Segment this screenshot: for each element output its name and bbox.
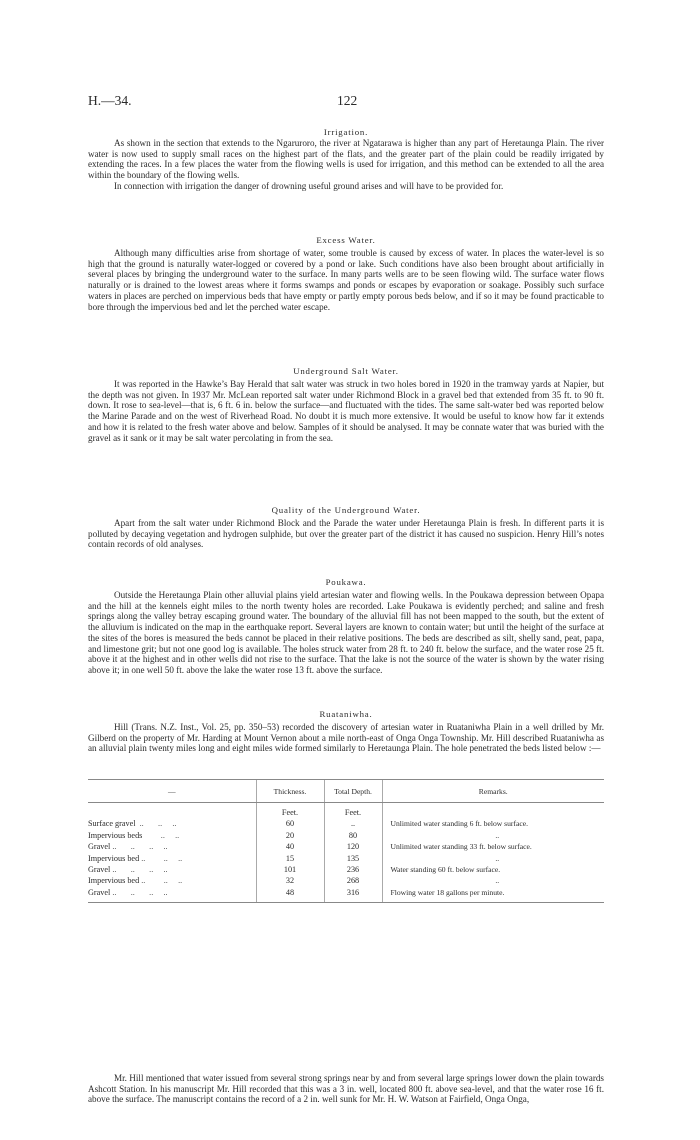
bed-name: Gravel — [88, 887, 111, 897]
unit-depth: Feet. — [324, 803, 382, 819]
leader-dots: .. .. .. .. — [110, 842, 168, 852]
header-bed: — — [88, 780, 256, 803]
remarks-cell: Flowing water 18 gallons per minute. — [382, 887, 604, 903]
paragraph: Hill (Trans. N.Z. Inst., Vol. 25, pp. 350–53) recorded the discovery of artesian water in Ruataniwha Plain in a well drilled by Mr. Gilberd on the property of Mr. Harding at Mount Vernon about a mile north-east of Onga Onga Township. Mr. Hill described Ruataniwha as an alluvial plain twenty miles long and eight miles wide formed similarly to Heretaunga Plain. The hole penetrated the beds listed below :— — [88, 722, 604, 754]
section-heading: Irrigation. — [323, 127, 369, 137]
section-heading: Excess Water. — [316, 235, 376, 245]
remarks-cell: .. — [382, 875, 604, 886]
section-poukawa — [88, 577, 604, 676]
section-ruataniwha — [88, 709, 604, 754]
remarks-cell: .. — [382, 853, 604, 864]
bed-name: Surface gravel — [88, 819, 136, 829]
leader-dots: .. .. .. — [135, 819, 177, 829]
paragraph: In connection with irrigation the danger of drowning useful ground arises and will have to be provided for. — [114, 180, 504, 191]
bed-name: Gravel — [88, 842, 111, 852]
header-total-depth: Total Depth. — [324, 780, 382, 803]
remarks-cell: Unlimited water standing 33 ft. below surface. — [382, 841, 604, 852]
depth-cell: 135 — [324, 853, 382, 864]
paragraph: Although many difficulties arise from shortage of water, some trouble is caused by excess of water. In places the water-level is so high that the ground is naturally water-logged or covered by a pond or lake. Such conditions have also been brought about artificially in several places by bringing the underground water to the surface. In many parts wells are to be seen flowing wild. The surface water flows naturally or is drained to the lowest areas where it forms swamps and ponds or escapes by evaporation or soakage. Possibly such surface waters in places are perched on impervious beds that have empty or partly empty porous beds below, and if so it may be found practicable to bore through the impervious bed and let the perched water escape. — [88, 248, 604, 312]
paragraph: Outside the Heretaunga Plain other alluvial plains yield artesian water and flowing wells. In the Poukawa depression between Opapa and the hill at the kennels eight miles to the north twenty holes are recorded. Lake Poukawa is evidently perched; and saline and fresh springs along the valley betray escaping ground water. The boundary of the alluvial fill has not been mapped to the south, but the extent of the alluvium is indicated on the map in the earthquake report. Several layers are known to contain water; but until the height of the surface at the sites of the bores is measured the beds cannot be placed in their relative positions. The beds are described as silt, shelly sand, peat, papa, and limestone grit; but not one good log is available. The holes struck water from 28 ft. to 240 ft. below the surface, and the water rose 25 ft. above it at the highest and in other wells did not rise to the surface. That the lake is not the source of the water is shown by the water rising above it; in one well 50 ft. above the lake the water rose 13 ft. above the surface. — [88, 590, 604, 675]
section-heading: Poukawa. — [325, 577, 367, 587]
thickness-cell: 48 — [256, 887, 324, 903]
paragraph: Apart from the salt water under Richmond Block and the Parade the water under Heretaunga Plain is fresh. In different parts it is polluted by decaying vegetation and hydrogen sulphide, but over the greater part of the district it has caused no suspicion. Henry Hill’s notes contain records of old analyses. — [88, 518, 604, 550]
leader-dots: .. .. — [142, 830, 180, 840]
section-heading: Underground Salt Water. — [293, 366, 399, 376]
paragraph: It was reported in the Hawke’s Bay Herald that salt water was struck in two holes bored in 1920 in the tramway yards at Napier, but the depth was not given. In 1937 Mr. McLean reported salt water under Richmond Block in a gravel bed that extended from 35 ft. to 90 ft. down. It rose to sea-level—that is, 6 ft. 6 in. below the surface—and fluctuated with the tides. The same salt-water bed was reported below the Marine Parade and on the west of Riverhead Road. No doubt it is much more extensive. It would be useful to know how far it extends and how it is related to the fresh water above and below. Samples of it should be analysed. It may be connate water that was buried with the gravel as it sank or it may be salt water percolating in from the sea. — [88, 379, 604, 443]
paragraph: Mr. Hill mentioned that water issued from several strong springs near by and from several large springs lower down the plain towards Ashcott Station. In his manuscript Mr. Hill recorded that this was a 3 in. well, located 800 ft. above sea-level, and that the water rose 16 ft. above the surface. The manuscript contains the record of a 2 in. well sunk for Mr. H. W. Watson at Fairfield, Onga Onga, — [88, 1073, 604, 1105]
bore-log-table — [88, 779, 604, 903]
bed-name: Impervious bed — [88, 853, 140, 863]
thickness-cell: 40 — [256, 841, 324, 852]
depth-cell: 268 — [324, 875, 382, 886]
section-salt-water — [88, 366, 604, 443]
page-number: 122 — [337, 93, 358, 108]
section-closing — [88, 1073, 604, 1105]
header-thickness: Thickness. — [256, 780, 324, 803]
leader-dots: .. .. .. — [139, 853, 183, 863]
bed-name: Impervious beds — [88, 830, 143, 840]
table-header-row — [88, 780, 604, 803]
thickness-cell: 60 — [256, 818, 324, 829]
remarks-cell: Unlimited water standing 6 ft. below surface. — [382, 818, 604, 829]
units-row — [88, 803, 604, 819]
table-row — [88, 841, 604, 852]
header-remarks: Remarks. — [382, 780, 604, 803]
thickness-cell: 32 — [256, 875, 324, 886]
bed-name: Impervious bed — [88, 876, 140, 886]
table-row — [88, 887, 604, 903]
table-row — [88, 818, 604, 829]
section-irrigation — [88, 127, 604, 192]
section-excess-water — [88, 235, 604, 312]
leader-dots: .. .. .. .. — [110, 865, 168, 875]
remarks-cell: .. — [382, 830, 604, 841]
thickness-cell: 20 — [256, 830, 324, 841]
unit-thickness: Feet. — [256, 803, 324, 819]
report-reference: H.—34. — [88, 93, 132, 108]
section-heading: Ruataniwha. — [319, 709, 373, 719]
table-row — [88, 864, 604, 875]
depth-cell: 236 — [324, 864, 382, 875]
remarks-cell: Water standing 60 ft. below surface. — [382, 864, 604, 875]
leader-dots: .. .. .. — [139, 876, 183, 886]
depth-cell: .. — [324, 818, 382, 829]
paragraph: As shown in the section that extends to the Ngaruroro, the river at Ngatarawa is higher than any part of Heretaunga Plain. The river water is now used to supply small races on the highest part of the flats, and the greater part of the plain could be readily irrigated by extending the races. In a few places the water from the flowing wells is used for irrigation, and this method can be extended to all the area within the boundary of the flowing wells. — [88, 138, 604, 181]
section-quality — [88, 505, 604, 550]
table-row — [88, 853, 604, 864]
bed-name: Gravel — [88, 865, 111, 875]
depth-cell: 80 — [324, 830, 382, 841]
table-row — [88, 830, 604, 841]
depth-cell: 120 — [324, 841, 382, 852]
depth-cell: 316 — [324, 887, 382, 903]
leader-dots: .. .. .. .. — [110, 887, 168, 897]
section-heading: Quality of the Underground Water. — [271, 505, 421, 515]
thickness-cell: 101 — [256, 864, 324, 875]
thickness-cell: 15 — [256, 853, 324, 864]
table-row — [88, 875, 604, 886]
